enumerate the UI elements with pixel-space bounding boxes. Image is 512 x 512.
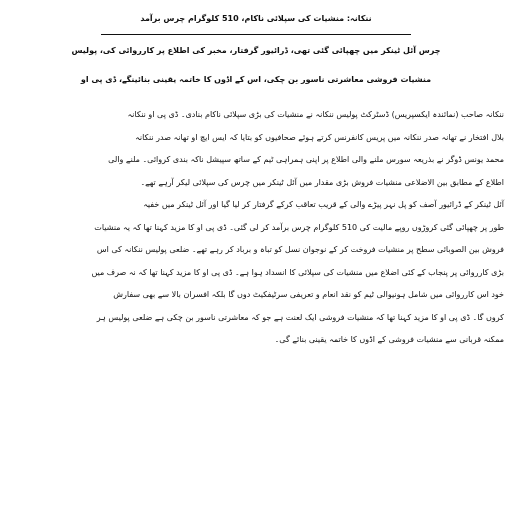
body-line: محمد یونس ڈوگر نے بذریعہ سورس ملنے والی اطلاع پر اپنی ہمراہی ٹیم کے ساتھ سپیشل ناکہ بندی کروائی۔ ملنے والی (108, 155, 504, 164)
body-line: بڑی کارروائی پر پنجاب کے کئی اضلاع میں منشیات کی سپلائی کا انسداد ہوا ہے۔ ڈی پی او کا مزید کہنا تھا کہ نہ صرف میں (91, 267, 504, 277)
subheads (8, 36, 504, 94)
body-line: ننکانہ صاحب (نمائندہ ایکسپریس) ڈسٹرکٹ پولیس ننکانہ نے منشیات کی بڑی سپلائی ناکام بنادی۔ ڈی پی او ننکانہ (127, 110, 504, 119)
body-line: ممکنہ قربانی سے منشیات فروشی کے اڈوں کا خاتمہ یقینی بنائے گی۔ (274, 335, 504, 344)
body-line: بلال افتخار نے تھانہ صدر ننکانہ میں پریس کانفرنس کرتے ہوئے صحافیوں کو بتایا کہ ایس ایچ او تھانہ صدر ننکانہ (135, 132, 504, 142)
body-line: آئل ٹینکر کے ڈرائیور آصف کو پل نہر پیڑے والی کے قریب تعاقب کرکے گرفتار کر لیا گیا اور آئل ٹینکر میں خفیہ (143, 200, 504, 209)
body-line: خود اس کارروائی میں شامل ہونیوالی ٹیم کو نقد انعام و تعریفی سرٹیفکیٹ دوں گا بلکہ افسران بالا سے بھی سفارش (113, 290, 504, 299)
headline-underline (101, 34, 411, 35)
subhead-2: منشیات فروشی معاشرتی ناسور بن چکی، اس کے اڈوں کا خاتمہ یقینی بنائینگے، ڈی پی او (80, 75, 432, 84)
body-line: کروں گا۔ ڈی پی او کا مزید کہنا تھا کہ منشیات فروشی ایک لعنت ہے جو کہ معاشرتی ناسور بن چکی ہے ضلعی پولیس ہر (96, 312, 504, 322)
article-body (8, 104, 504, 352)
body-line: فروش بین الصوبائی سطح پر منشیات فروخت کر کے نوجوان نسل کو تباہ و برباد کر رہے تھے۔ ضلعی پولیس ننکانہ کی اس (96, 245, 504, 254)
headline: ننکانہ: منشیات کی سپلائی ناکام، 510 کلوگرام چرس برآمد (140, 14, 372, 23)
subhead-1: چرس آئل ٹینکر میں چھپائی گئی تھی، ڈرائیور گرفتار، مخبر کی اطلاع پر کارروائی کی، پولیس (71, 46, 441, 55)
body-line: طور پر چھپائی گئی کروڑوں روپے مالیت کی 510 کلوگرام چرس برآمد کر لی گئی۔ ڈی پی او کا مزید کہنا تھا کہ یہ منشیات (94, 222, 504, 232)
body-line: اطلاع کے مطابق بین الاضلاعی منشیات فروش بڑی مقدار میں آئل ٹینکر میں چرس کی سپلائی لیکر آرہے تھے۔ (140, 177, 504, 187)
